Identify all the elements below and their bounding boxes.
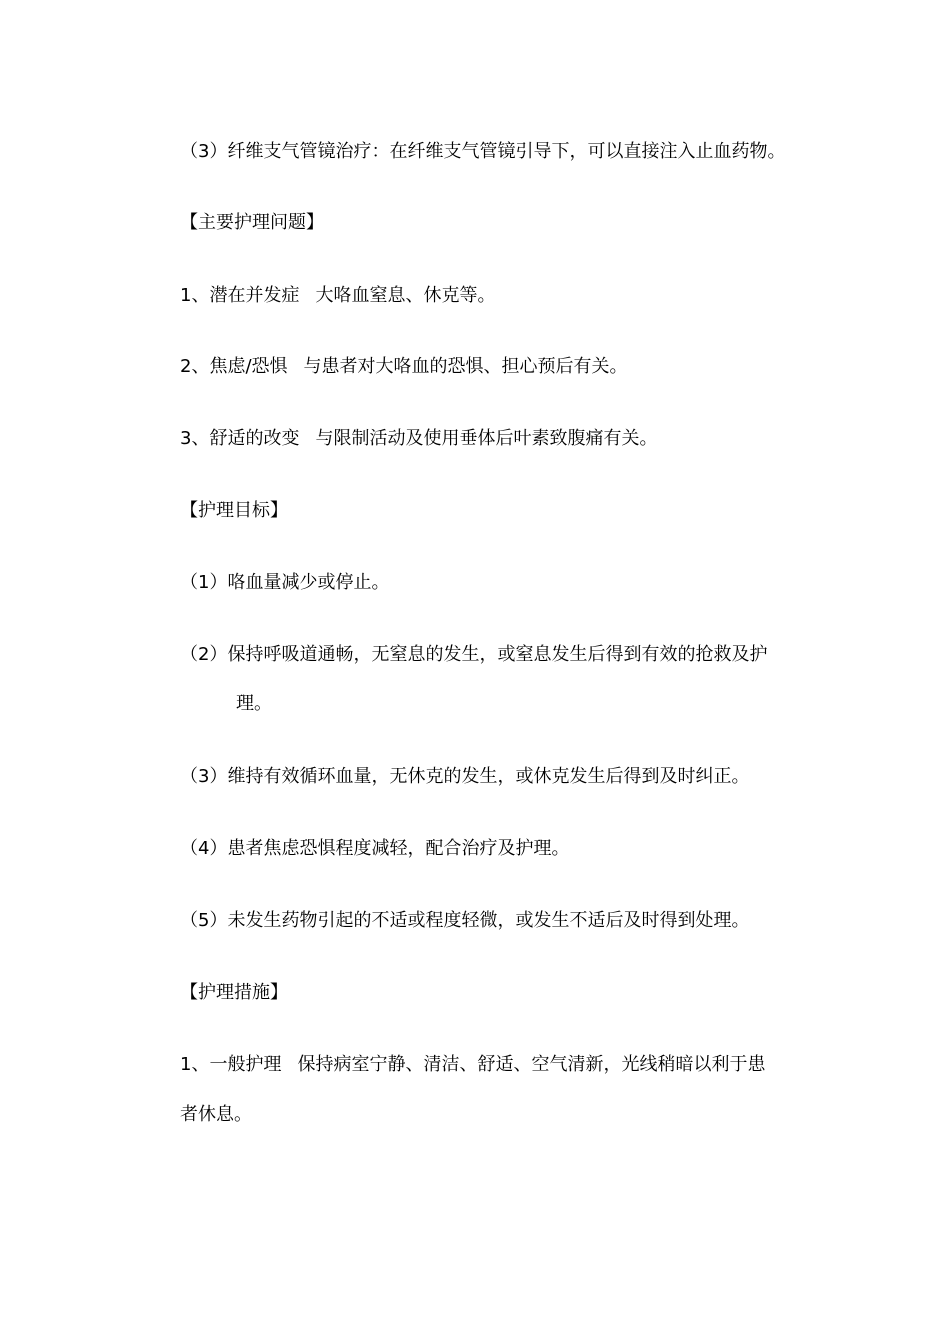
goal-4-line: （4）患者焦虑恐惧程度减轻，配合治疗及护理。 <box>180 838 570 859</box>
measure-1-line-1 <box>180 1053 765 1077</box>
goal-2-line-1: （2）保持呼吸道通畅，无窒息的发生，或窒息发生后得到有效的抢救及护 <box>180 644 768 665</box>
heading-nursing-measures: 【护理措施】 <box>180 982 288 1003</box>
problem-3-text: 与限制活动及使用垂体后叶素致腹痛有关。 <box>315 428 658 449</box>
goal-5-line: （5）未发生药物引起的不适或程度轻微，或发生不适后及时得到处理。 <box>180 910 750 931</box>
problem-1-text: 大咯血窒息、休克等。 <box>315 285 496 306</box>
goal-1-line: （1）咯血量减少或停止。 <box>180 572 390 593</box>
problem-1-line <box>180 284 495 308</box>
goal-3-line: （3）维持有效循环血量，无休克的发生，或休克发生后得到及时纠正。 <box>180 766 750 787</box>
treatment-3-line: （3）纤维支气管镜治疗：在纤维支气管镜引导下，可以直接注入止血药物。 <box>180 141 786 162</box>
goal-2-line-2: 理。 <box>236 693 272 714</box>
heading-nursing-goals: 【护理目标】 <box>180 500 288 521</box>
heading-main-nursing-problems: 【主要护理问题】 <box>180 212 324 233</box>
problem-2-text: 与患者对大咯血的恐惧、担心预后有关。 <box>303 356 628 377</box>
measure-1-text: 保持病室宁静、清洁、舒适、空气清新，光线稍暗以利于患 <box>297 1054 766 1075</box>
problem-1-label: 1、潜在并发症 <box>180 285 300 306</box>
problem-3-line <box>180 427 657 451</box>
measure-1-label: 1、一般护理 <box>180 1054 282 1075</box>
measure-1-line-2: 者休息。 <box>180 1104 252 1125</box>
problem-3-label: 3、舒适的改变 <box>180 428 300 449</box>
problem-2-label: 2、焦虑/恐惧 <box>180 356 288 377</box>
problem-2-line <box>180 355 628 379</box>
